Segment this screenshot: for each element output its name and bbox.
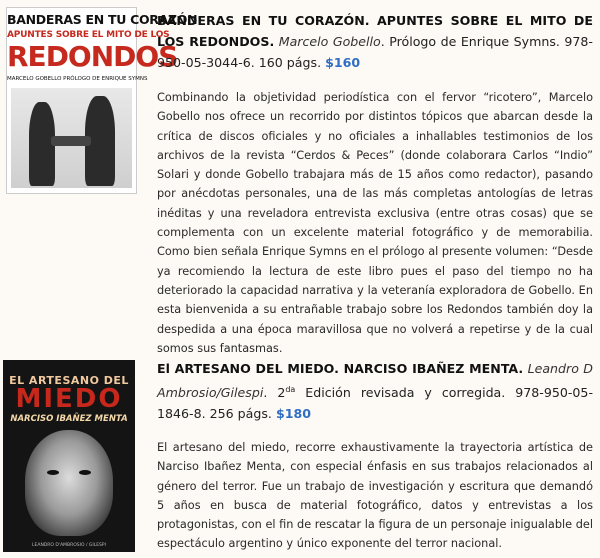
cover-portrait xyxy=(25,430,113,536)
cover-title-line: EL ARTESANO DEL xyxy=(9,374,129,387)
cover-title-line: BANDERAS EN TU CORAZÓN xyxy=(7,12,198,27)
book-edition: 2 xyxy=(277,385,286,401)
book-details: . Prólogo de Enrique Symns. 978-950-05-3044-6. 160 págs. xyxy=(157,34,593,70)
cover-subtitle-line: APUNTES SOBRE EL MITO DE LOS xyxy=(7,30,170,40)
book-author: Marcelo Gobello xyxy=(278,34,381,49)
cover-big-title: REDONDOS xyxy=(7,40,178,73)
book-description: El artesano del miedo, recorre exhaustivamente la trayectoria artística de Narciso Ibañez Menta, con especial énfasis en sus trabajos relacionados al género del terror. Fue un trabajo de investigación y escritura que demandó 5 años en busca de material fotográfico, datos y entrevistas a los protagonistas, con el fin de rescatar la figura de un personaje inigualable del espectáculo argentino y único exponente del terror nacional. xyxy=(157,441,593,551)
cover-subtitle-line: NARCISO IBAÑEZ MENTA xyxy=(10,414,128,424)
book-info xyxy=(157,10,593,355)
book-heading: El ARTESANO DEL MIEDO. NARCISO IBAÑEZ MENTA. Leandro D Ambrosio/Gilespi. $2^{da}$ Edición revisada y corregida. 978-950-05-1846-8. 256 págs. $180 xyxy=(157,361,593,422)
cover-credits: LEANDRO D'AMBROSIO / GILESPI xyxy=(32,543,106,548)
book-price: $160 xyxy=(325,55,361,70)
book-description: Combinando la objetividad periodística con el fervor “ricotero”, Marcelo Gobello nos ofrece un recorrido por distintos tópicos que abarcan desde la crítica de discos oficiales y no oficiales a inhallables testimonios de los archivos de la revista “Cerdos & Peces” (donde colaborara Carlos “Indio” Solari y donde Gobello trabajara más de 15 años como redactor), pasando por anécdotas personales, una de las más completas antologías de letras inéditas y una reveladora entrevista exclusiva (entre otras cosas) que se complementa con un excelente material fotográfico y de memorabilia. Como bien señala Enrique Symns en el prólogo al presente volumen: “Desde ya recomiendo la lectura de este libro pues el paso del tiempo no ha deteriorado la capacidad narrativa y la veteranía exploradora de Gobello. En esta bienvenida a su entrañable trabajo sobre los Redondos también doy la despedida a una época maravillosa que no volverá a repetirse y de la cual somos sus fantasmas. xyxy=(157,91,593,355)
book-details: Edición revisada y corregida. 978-950-05-1846-8. 256 págs. xyxy=(157,385,593,422)
book-heading xyxy=(157,10,593,73)
cover-big-title: MIEDO xyxy=(15,384,123,414)
book-cover-image[interactable] xyxy=(3,360,135,552)
cover-photo xyxy=(11,88,132,188)
book-entry xyxy=(0,350,600,558)
cover-credits: MARCELO GOBELLO PRÓLOGO DE ENRIQUE SYMNS xyxy=(7,76,148,82)
book-info xyxy=(157,358,593,551)
book-cover-image[interactable] xyxy=(6,7,198,194)
book-price: $180 xyxy=(275,406,312,422)
book-author: Leandro D Ambrosio/Gilespi xyxy=(157,361,593,401)
book-title[interactable]: El ARTESANO DEL MIEDO. NARCISO IBAÑEZ MENTA. xyxy=(157,361,524,376)
book-edition-suffix: da xyxy=(285,385,296,394)
book-title[interactable]: BANDERAS EN TU CORAZÓN. APUNTES SOBRE EL MITO DE LOS REDONDOS. xyxy=(157,13,593,49)
